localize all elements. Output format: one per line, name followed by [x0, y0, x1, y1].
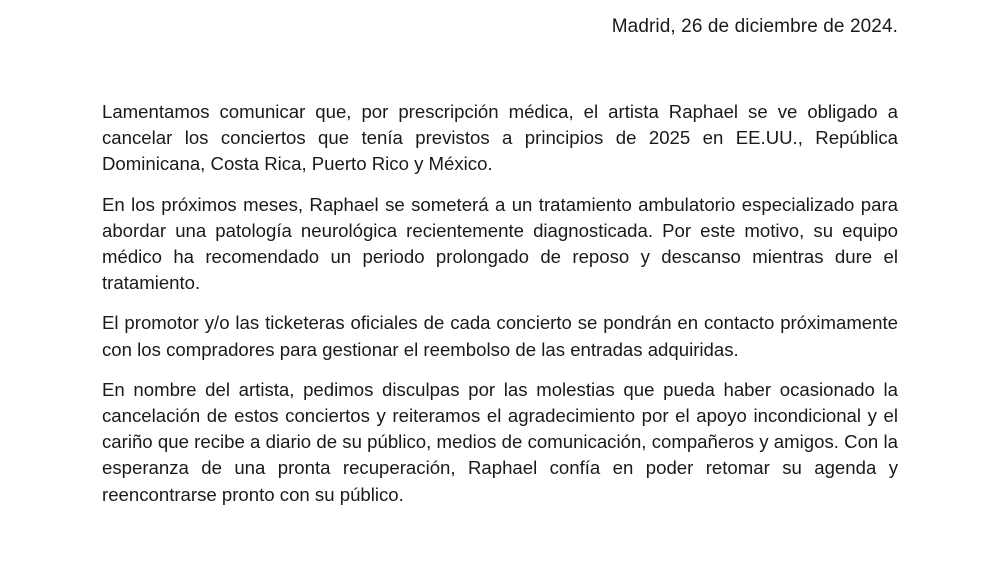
- paragraph-treatment: En los próximos meses, Raphael se someterá a un tratamiento ambulatorio especializado para abordar una patología neurológica recientemente diagnosticada. Por este motivo, su equipo médico ha recomendado un periodo prolongado de reposo y descanso mientras dure el tratamiento.: [102, 193, 898, 294]
- paragraph-refund: El promotor y/o las ticketeras oficiales de cada concierto se pondrán en contacto próximamente con los compradores para gestionar el reembolso de las entradas adquiridas.: [102, 312, 898, 360]
- letter-body: [102, 99, 898, 522]
- paragraph-apology: En nombre del artista, pedimos disculpas por las molestias que pueda haber ocasionado la cancelación de estos conciertos y reiteramos el agradecimiento por el apoyo incondicional y el cariño que recibe a diario de su público, medios de comunicación, compañeros y amigos. Con la esperanza de una pronta recuperación, Raphael confía en poder retomar su agenda y reencontrarse pronto con su público.: [102, 378, 898, 505]
- letter-date: Madrid, 26 de diciembre de 2024.: [611, 16, 898, 37]
- paragraph-cancellation: Lamentamos comunicar que, por prescripción médica, el artista Raphael se ve obligado a cancelar los conciertos que tenía previstos a principios de 2025 en EE.UU., República Dominicana, Costa Rica, Puerto Rico y México.: [102, 101, 898, 175]
